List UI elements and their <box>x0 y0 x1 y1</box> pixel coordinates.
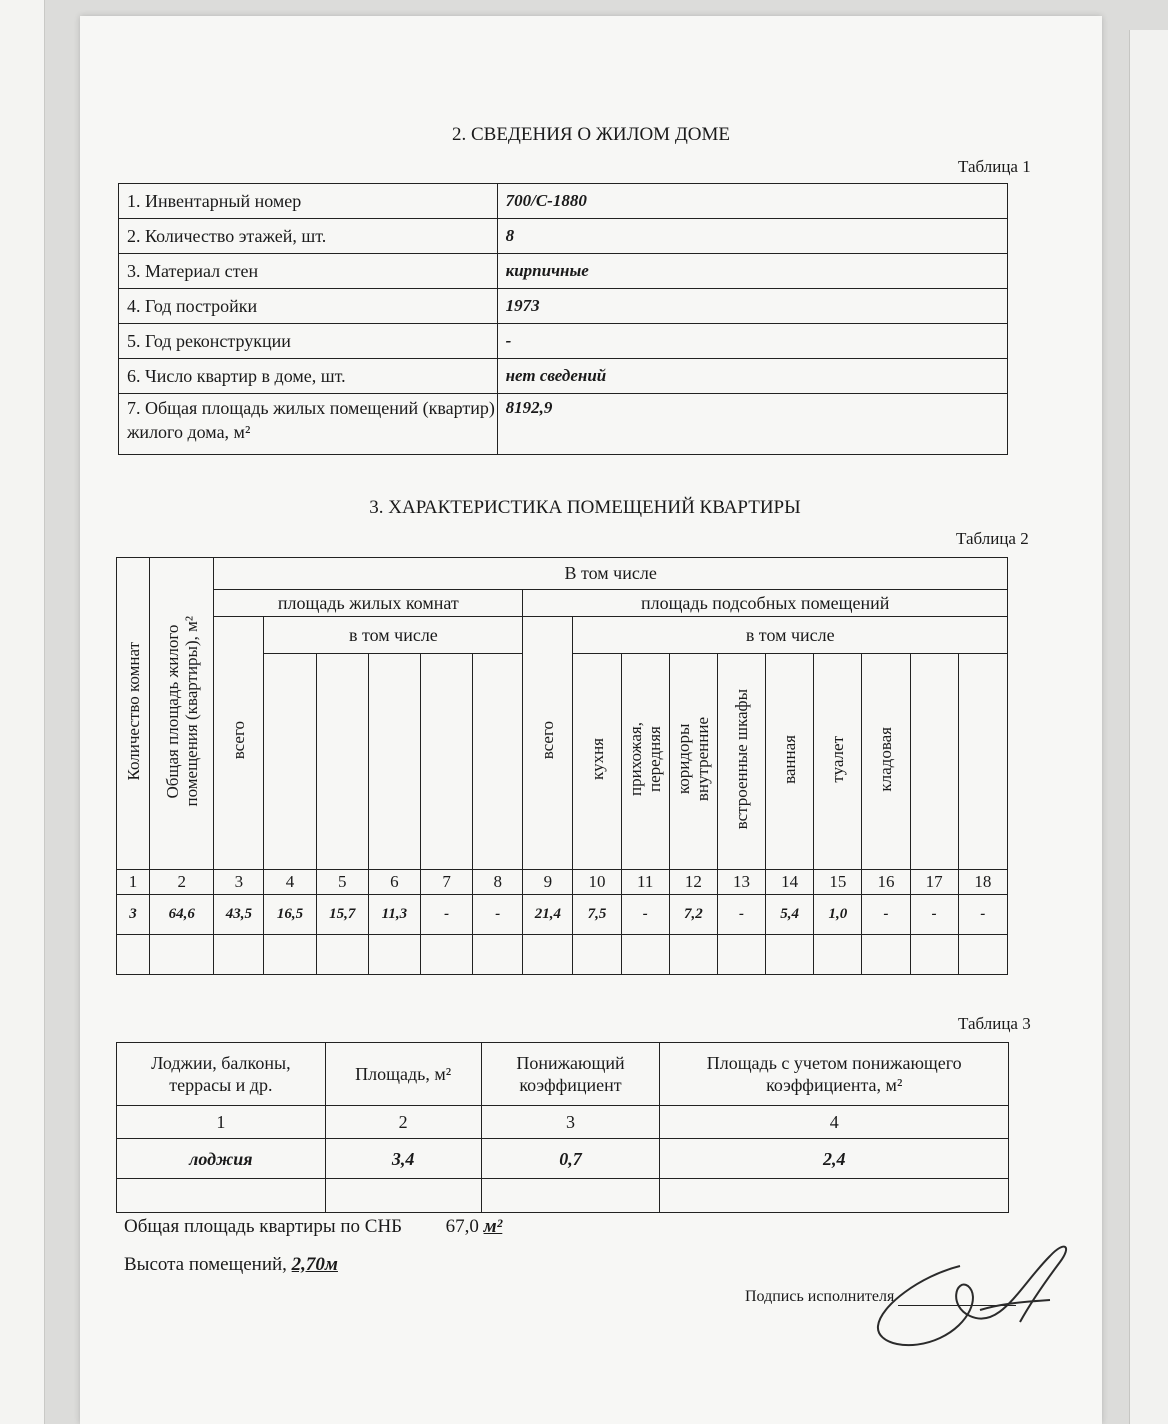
header-reduced-area <box>660 1043 1009 1106</box>
header-including: В том числе <box>214 558 1008 590</box>
total-area-line <box>124 1216 502 1238</box>
cell-value: - <box>910 895 958 935</box>
house-info-value: 1973 <box>497 289 1007 324</box>
header-loggias-line1: Лоджии, балконы, <box>151 1053 291 1073</box>
column-number: 10 <box>573 870 621 895</box>
header-hall-line1: прихожая, <box>626 722 646 796</box>
header-storage: кладовая <box>876 726 896 792</box>
adjacent-page-right <box>1129 30 1168 1424</box>
column-number: 1 <box>117 1106 326 1139</box>
cell-value: 2,4 <box>660 1139 1009 1179</box>
cell-value: лоджия <box>117 1139 326 1179</box>
cell-value: - <box>473 895 523 935</box>
house-info-value: нет сведений <box>497 359 1007 394</box>
header-living-total: всего <box>229 721 249 760</box>
column-number-row <box>117 1106 1009 1139</box>
rooms-table <box>116 557 1008 975</box>
cell-value: 15,7 <box>316 895 368 935</box>
house-info-value: кирпичные <box>497 254 1007 289</box>
table-row <box>119 359 1008 394</box>
house-info-label: 7. Общая площадь жилых помещений (квартир) жилого дома, м² <box>119 394 498 455</box>
table2-caption: Таблица 2 <box>956 529 1029 548</box>
loggias-table <box>116 1042 1009 1213</box>
total-area-unit: м² <box>483 1216 503 1237</box>
table-row <box>119 219 1008 254</box>
cell-value: - <box>420 895 472 935</box>
cell-value: - <box>862 895 910 935</box>
table-header-row <box>117 558 1008 590</box>
column-number: 4 <box>660 1106 1009 1139</box>
column-number: 3 <box>214 870 264 895</box>
cell-value: 7,5 <box>573 895 621 935</box>
column-number: 5 <box>316 870 368 895</box>
header-living-area: площадь жилых комнат <box>214 590 523 617</box>
signature-label: Подпись исполнителя <box>745 1288 895 1305</box>
cell-value: 5,4 <box>766 895 814 935</box>
cell-value: - <box>958 895 1007 935</box>
document-page <box>80 16 1102 1424</box>
column-number: 7 <box>420 870 472 895</box>
header-total-area-line1: Общая площадь жилого <box>162 624 182 798</box>
table-header-row <box>117 590 1008 617</box>
column-number: 13 <box>717 870 765 895</box>
header-hall-line2: передняя <box>645 726 665 792</box>
house-info-label: 6. Число квартир в доме, шт. <box>119 359 498 394</box>
header-total-area-line2: помещения (квартиры), м² <box>181 615 201 807</box>
header-reduced-area-line2: коэффициента, м² <box>766 1075 903 1095</box>
column-number: 1 <box>117 870 150 895</box>
column-number: 9 <box>523 870 573 895</box>
cell-value: 0,7 <box>481 1139 660 1179</box>
header-closets: встроенные шкафы <box>732 688 752 830</box>
house-info-label: 2. Количество этажей, шт. <box>119 219 498 254</box>
column-number: 18 <box>958 870 1007 895</box>
cell-value: 3 <box>117 895 150 935</box>
table-row <box>117 1139 1009 1179</box>
column-number: 17 <box>910 870 958 895</box>
cell-value: - <box>621 895 669 935</box>
header-corridors-line1: коридоры <box>674 723 694 795</box>
column-number: 8 <box>473 870 523 895</box>
column-number: 2 <box>325 1106 481 1139</box>
header-hall <box>626 722 664 796</box>
total-area-value: 67,0 <box>445 1216 479 1237</box>
column-number-row <box>117 870 1008 895</box>
header-kitchen: кухня <box>587 738 607 780</box>
house-info-value: 8192,9 <box>497 394 1007 455</box>
cell-value: 11,3 <box>368 895 420 935</box>
header-coefficient <box>481 1043 660 1106</box>
table-row <box>119 289 1008 324</box>
cell-value: - <box>717 895 765 935</box>
header-toilet: туалет <box>828 735 848 783</box>
house-info-label: 1. Инвентарный номер <box>119 184 498 219</box>
column-number: 15 <box>814 870 862 895</box>
table-row <box>119 254 1008 289</box>
cell-value: 3,4 <box>325 1139 481 1179</box>
table3-caption: Таблица 3 <box>958 1014 1031 1033</box>
signature <box>860 1226 1080 1356</box>
table-row-empty <box>117 935 1008 975</box>
table-row <box>119 394 1008 455</box>
table-header-row <box>117 617 1008 654</box>
header-bath: ванная <box>780 734 800 784</box>
column-number: 11 <box>621 870 669 895</box>
column-number: 4 <box>264 870 316 895</box>
cell-value: 21,4 <box>523 895 573 935</box>
house-info-label: 4. Год постройки <box>119 289 498 324</box>
column-number: 16 <box>862 870 910 895</box>
total-area-label: Общая площадь квартиры по СНБ <box>124 1216 403 1237</box>
table-row <box>119 184 1008 219</box>
header-reduced-area-line1: Площадь с учетом понижающего <box>706 1053 962 1073</box>
header-loggias <box>117 1043 326 1106</box>
header-including-aux: в том числе <box>573 617 1008 654</box>
column-number: 2 <box>150 870 214 895</box>
cell-value: 43,5 <box>214 895 264 935</box>
house-info-label: 3. Материал стен <box>119 254 498 289</box>
height-label: Высота помещений, <box>124 1254 287 1275</box>
header-area: Площадь, м² <box>325 1043 481 1106</box>
table-row-empty <box>117 1179 1009 1213</box>
table-row <box>117 895 1008 935</box>
header-aux-total: всего <box>538 721 558 760</box>
header-total-area <box>163 616 201 807</box>
table-header-row <box>117 1043 1009 1106</box>
column-number: 12 <box>669 870 717 895</box>
header-aux-area: площадь подсобных помещений <box>523 590 1008 617</box>
header-coefficient-line2: коэффициент <box>519 1075 622 1095</box>
column-number: 6 <box>368 870 420 895</box>
cell-value: 16,5 <box>264 895 316 935</box>
cell-value: 7,2 <box>669 895 717 935</box>
header-loggias-line2: террасы и др. <box>169 1075 273 1095</box>
house-info-table <box>118 183 1008 455</box>
house-info-value: - <box>497 324 1007 359</box>
adjacent-page-left <box>0 0 45 1424</box>
table-row <box>119 324 1008 359</box>
header-coefficient-line1: Понижающий <box>516 1053 625 1073</box>
house-info-value: 8 <box>497 219 1007 254</box>
header-rooms-count: Количество комнат <box>123 641 143 781</box>
header-including-living: в том числе <box>264 617 523 654</box>
cell-value: 64,6 <box>150 895 214 935</box>
height-value: 2,70м <box>291 1254 338 1275</box>
section3-title: 3. ХАРАКТЕРИСТИКА ПОМЕЩЕНИЙ КВАРТИРЫ <box>369 497 801 518</box>
cell-value: 1,0 <box>814 895 862 935</box>
column-number: 3 <box>481 1106 660 1139</box>
house-info-value: 700/С-1880 <box>497 184 1007 219</box>
section2-title: 2. СВЕДЕНИЯ О ЖИЛОМ ДОМЕ <box>451 124 731 145</box>
house-info-label: 5. Год реконструкции <box>119 324 498 359</box>
header-corridors <box>674 717 712 801</box>
column-number: 14 <box>766 870 814 895</box>
table1-caption: Таблица 1 <box>958 157 1031 176</box>
header-corridors-line2: внутренние <box>693 716 713 802</box>
height-line <box>124 1254 338 1276</box>
